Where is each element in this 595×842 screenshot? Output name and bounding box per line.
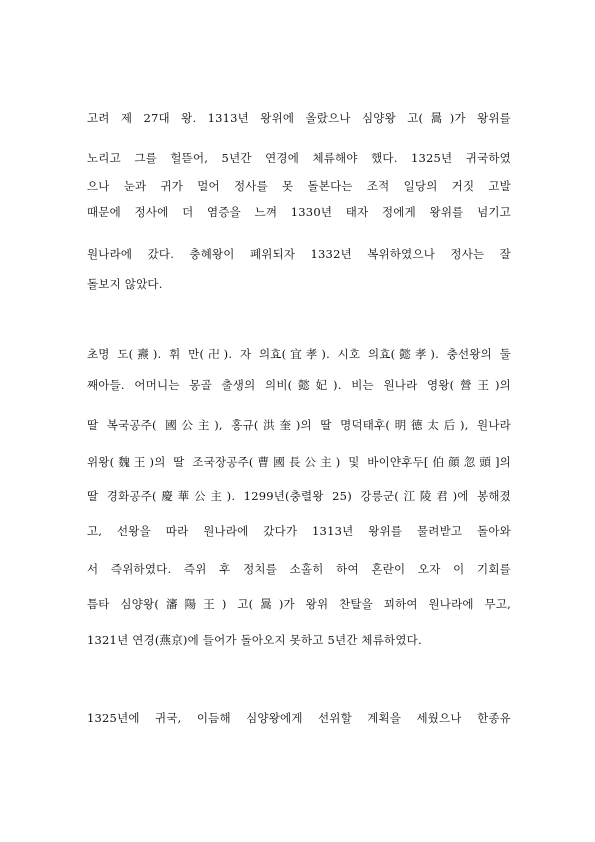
text-line: 고, 선왕을 따라 원나라에 갔다가 1313년 왕위를 물려받고 돌아와 bbox=[87, 524, 511, 538]
text-line: 위왕(魏王)의 딸 조국장공주(曹國長公主) 및 바이얀후두[伯顔忽頭]의 bbox=[87, 455, 511, 469]
text-line: 돌보지 않았다. bbox=[87, 277, 163, 291]
text-line: 노리고 그를 헐뜯어, 5년간 연경에 체류해야 했다. 1325년 귀국하였 bbox=[87, 151, 511, 165]
text-line: 초명 도(燾). 휘 만(卍). 자 의효(宜孝). 시호 의효(懿孝). 충선왕의 둘 bbox=[87, 347, 511, 361]
text-line: 딸 복국공주( 國公主), 홍규(洪奎)의 딸 명덕태후(明德太后), 원나라 bbox=[87, 418, 511, 432]
text-line: 고려 제 27대 왕. 1313년 왕위에 올랐으나 심양왕 고(暠)가 왕위를 bbox=[87, 111, 511, 125]
text-line: 원나라에 갔다. 충혜왕이 폐위되자 1332년 복위하였으나 정사는 잘 bbox=[87, 247, 511, 261]
text-line: 1321년 연경(燕京)에 들어가 돌아오지 못하고 5년간 체류하였다. bbox=[87, 633, 422, 647]
text-line: 서 즉위하였다. 즉위 후 정치를 소홀히 하여 혼란이 오자 이 기회를 bbox=[87, 562, 511, 576]
text-line: 1325년에 귀국, 이듬해 심양왕에게 선위할 계획을 세웠으나 한종유 bbox=[87, 711, 511, 725]
text-line: 째아들. 어머니는 몽골 출생의 의비(懿妃). 비는 원나라 영왕(營王)의 bbox=[87, 378, 511, 392]
text-line: 때문에 정사에 더 염증을 느껴 1330년 태자 정에게 왕위를 넘기고 bbox=[87, 205, 511, 219]
text-line: 딸 경화공주(慶華公主). 1299년(충렬왕 25) 강릉군(江陵君)에 봉해졌 bbox=[87, 489, 511, 503]
text-line: 으나 눈과 귀가 멀어 정사를 못 돌본다는 조적 일당의 거짓 고발 bbox=[87, 179, 511, 193]
text-line: 틈타 심양왕(瀋陽王) 고(暠)가 왕위 찬탈을 꾀하여 원나라에 무고, bbox=[87, 597, 511, 611]
